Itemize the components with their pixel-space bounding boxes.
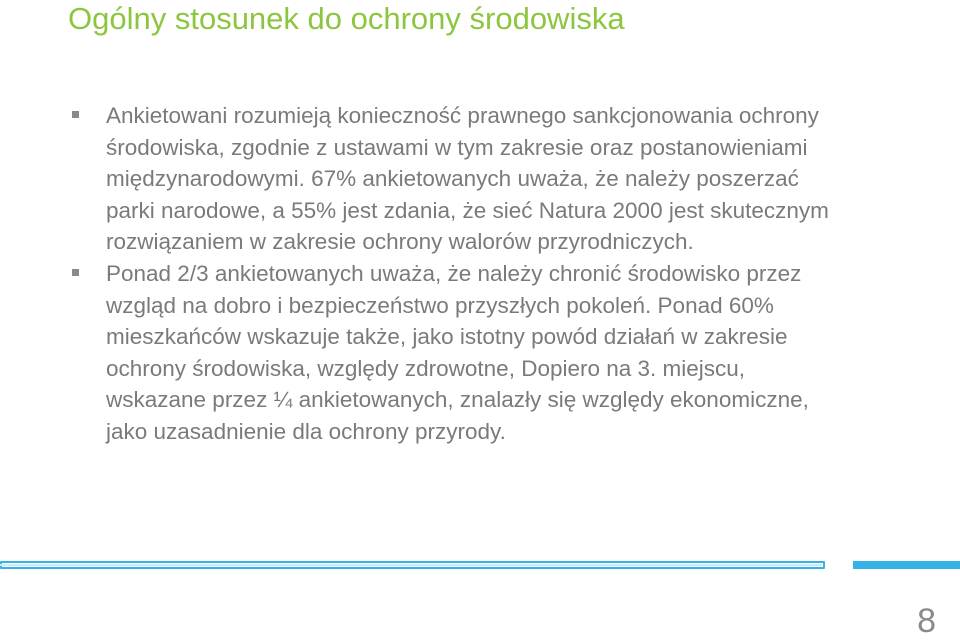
footer-divider-right xyxy=(853,561,960,569)
footer-divider-left-fill xyxy=(0,564,822,566)
bullet-item xyxy=(72,100,847,258)
bullet-list xyxy=(72,100,847,448)
page-number: 8 xyxy=(917,602,936,640)
square-bullet-icon xyxy=(72,269,79,276)
square-bullet-icon xyxy=(72,111,79,118)
bullet-text: Ponad 2/3 ankietowanych uważa, że należy chronić środowisko przez wzgląd na dobro i bezpieczeństwo przyszłych pokoleń. Ponad 60% mieszkańców wskazuje także, jako istotny powód działań w zakresie ochrony środowiska, względy zdrowotne, Dopiero na 3. miejscu, wskazane przez ¼ ankietowanych, znalazły się względy ekonomiczne, jako uzasadnienie dla ochrony przyrody. xyxy=(106,260,809,444)
slide-title: Ogólny stosunek do ochrony środowiska xyxy=(68,1,625,36)
bullet-text: Ankietowani rozumieją konieczność prawnego sankcjonowania ochrony środowiska, zgodnie z ustawami w tym zakresie oraz postanowieniami międzynarodowymi. 67% ankietowanych uważa, że należy poszerzać parki narodowe, a 55% jest zdania, że sieć Natura 2000 jest skutecznym rozwiązaniem w zakresie ochrony walorów przyrodniczych. xyxy=(106,103,829,255)
bullet-item xyxy=(72,258,847,448)
